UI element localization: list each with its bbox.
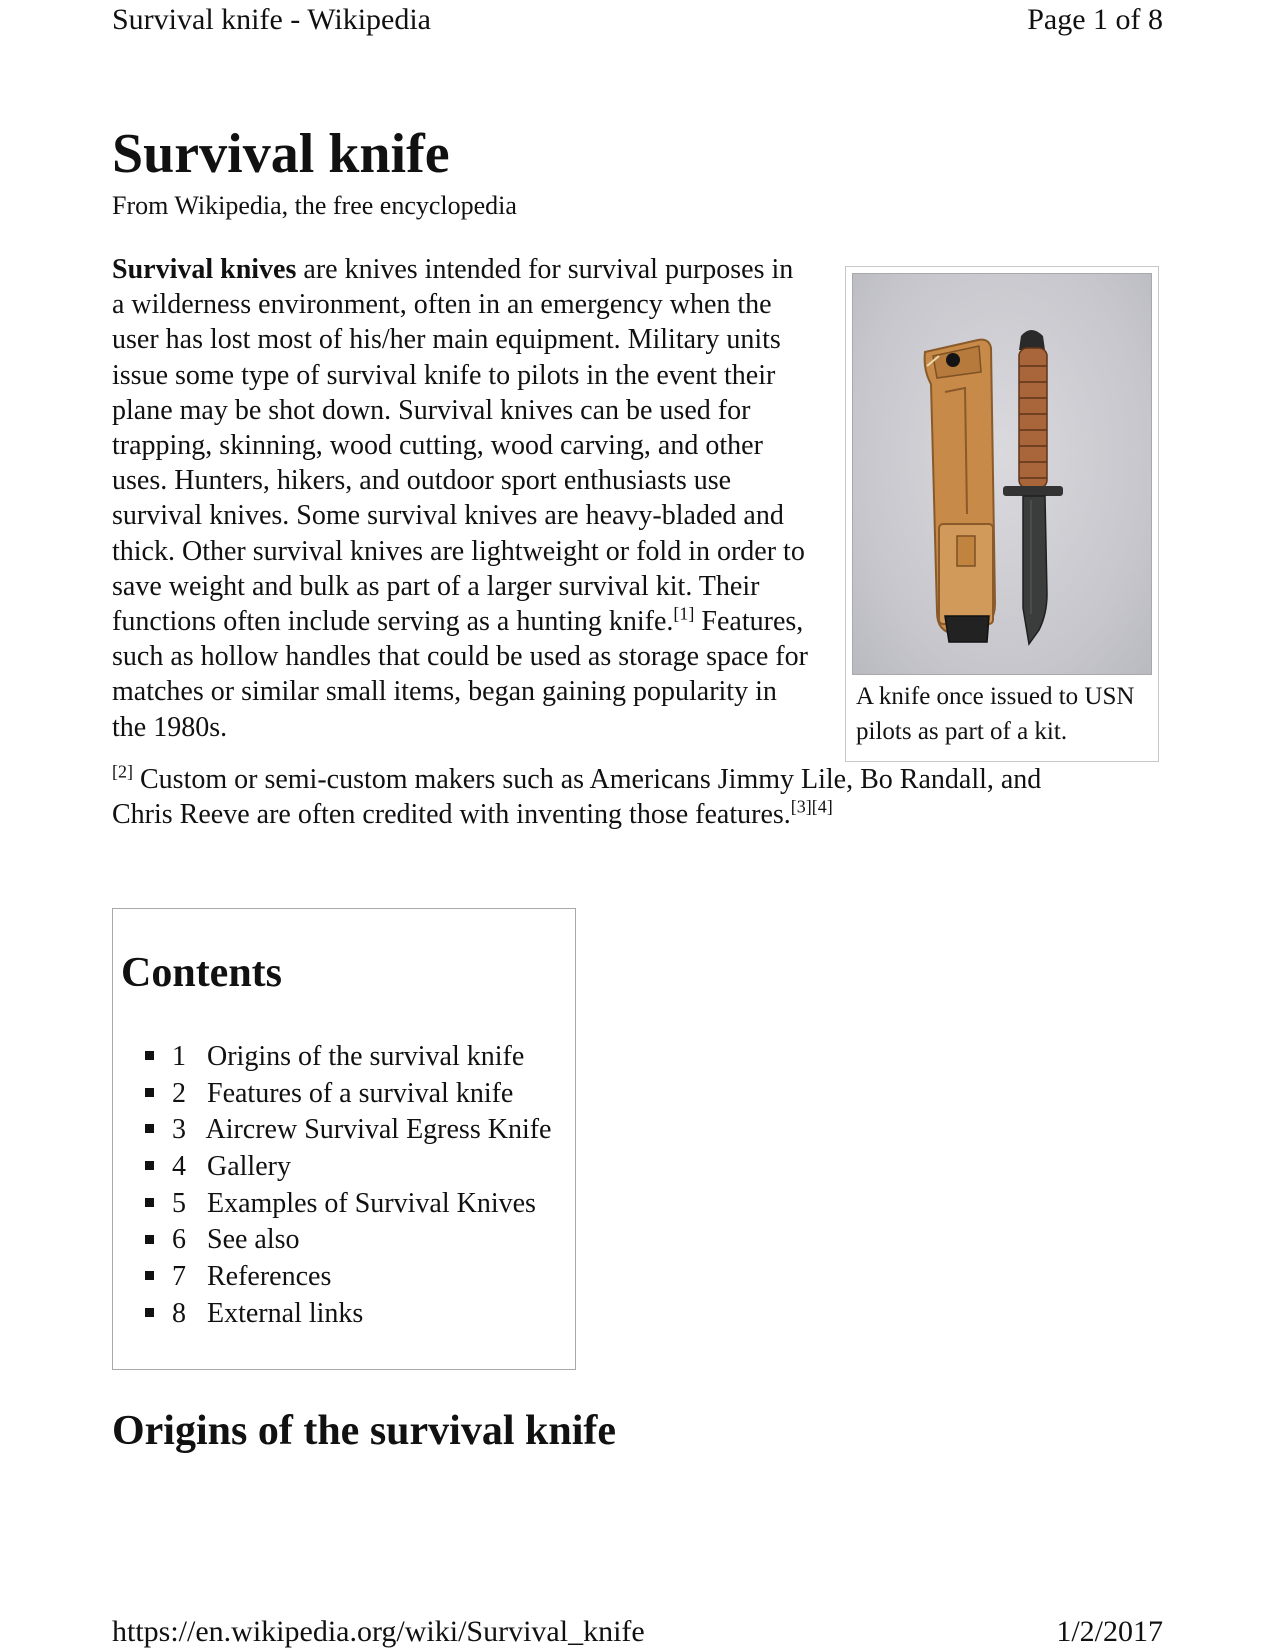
- lead-text-1: are knives intended for survival purposes in a wilderness environment, often in an emergency when the user has lost most of his/her main equipment. Military units issue some type of survival knife to pilots in the event their plane may be shot down. Survival knives can be used for trapping, skinning, wood cutting, wood carving, and other uses. Hunters, hikers, and outdoor sport enthusiasts use survival knives. Some survival knives are heavy-bladed and thick. Other survival knives are lightweight or fold in order to save weight and bulk as part of a larger survival kit. Their functions often include serving as a hunting knife.: [112, 254, 805, 638]
- knife-photo[interactable]: [852, 273, 1152, 675]
- toc-item[interactable]: [145, 1112, 551, 1149]
- knife-and-sheath-illustration: [853, 274, 1151, 674]
- toc-item[interactable]: [145, 1149, 551, 1186]
- square-bullet-icon: [145, 1051, 154, 1060]
- toc-title: Contents: [121, 950, 283, 996]
- square-bullet-icon: [145, 1308, 154, 1317]
- toc-link-gallery[interactable]: Gallery: [207, 1151, 291, 1183]
- square-bullet-icon: [145, 1198, 154, 1207]
- toc-item-number: 5: [172, 1187, 186, 1219]
- toc-link-aircrew[interactable]: Aircrew Survival Egress Knife: [205, 1114, 552, 1146]
- reference-3-link[interactable]: [3]: [790, 796, 812, 817]
- toc-item[interactable]: [145, 1222, 551, 1259]
- toc-link-origins[interactable]: Origins of the survival knife: [207, 1041, 525, 1072]
- print-page-indicator: Page 1 of 8: [1027, 3, 1163, 36]
- square-bullet-icon: [145, 1161, 154, 1170]
- toc-link-features[interactable]: Features of a survival knife: [207, 1077, 514, 1109]
- print-footer-url: https://en.wikipedia.org/wiki/Survival_knife: [112, 1615, 645, 1648]
- toc-list: [145, 1039, 551, 1333]
- page-title: Survival knife: [112, 123, 450, 185]
- reference-2-link[interactable]: [2]: [112, 761, 133, 782]
- square-bullet-icon: [145, 1124, 154, 1133]
- toc-item-number: 8: [172, 1297, 186, 1329]
- page-subtitle: From Wikipedia, the free encyclopedia: [112, 191, 517, 220]
- print-footer-date: 1/2/2017: [1056, 1615, 1163, 1648]
- lead-paragraph: [112, 252, 812, 745]
- reference-4-link[interactable]: [4]: [811, 796, 833, 817]
- lead-text-2: Features, such as hollow handles that could be used as storage space for matches or similar small items, began gaining popularity in the 1980s.: [112, 606, 808, 743]
- toc-item[interactable]: [145, 1186, 551, 1223]
- toc-item-number: 6: [172, 1224, 186, 1256]
- square-bullet-icon: [145, 1271, 154, 1280]
- table-of-contents: [112, 908, 576, 1370]
- lead-text-3: Custom or semi-custom makers such as Americans Jimmy Lile, Bo Randall, and Chris Reeve are often credited with inventing those features.: [112, 764, 1042, 831]
- lead-bold-term: Survival knives: [112, 254, 297, 285]
- print-header-title: Survival knife - Wikipedia: [112, 3, 431, 36]
- toc-item[interactable]: [145, 1076, 551, 1113]
- toc-item-number: 3: [172, 1114, 186, 1146]
- infobox-figure: [845, 266, 1159, 762]
- toc-link-see-also[interactable]: See also: [207, 1224, 300, 1256]
- section-heading-origins: Origins of the survival knife: [112, 1408, 617, 1454]
- toc-item[interactable]: [145, 1296, 551, 1333]
- reference-1-link[interactable]: [1]: [673, 603, 695, 624]
- toc-item-number: 7: [172, 1261, 186, 1293]
- toc-item[interactable]: [145, 1039, 551, 1076]
- toc-item[interactable]: [145, 1259, 551, 1296]
- lead-paragraph-continued: [112, 762, 1092, 832]
- toc-link-references[interactable]: References: [207, 1261, 332, 1293]
- toc-item-number: 4: [172, 1151, 186, 1183]
- figure-caption: A knife once issued to USN pilots as part of a kit.: [856, 683, 1135, 745]
- toc-item-number: 2: [172, 1077, 186, 1109]
- square-bullet-icon: [145, 1088, 154, 1097]
- toc-item-number: 1: [172, 1041, 186, 1072]
- square-bullet-icon: [145, 1235, 154, 1244]
- toc-link-examples[interactable]: Examples of Survival Knives: [207, 1187, 536, 1219]
- toc-link-external-links[interactable]: External links: [207, 1297, 364, 1329]
